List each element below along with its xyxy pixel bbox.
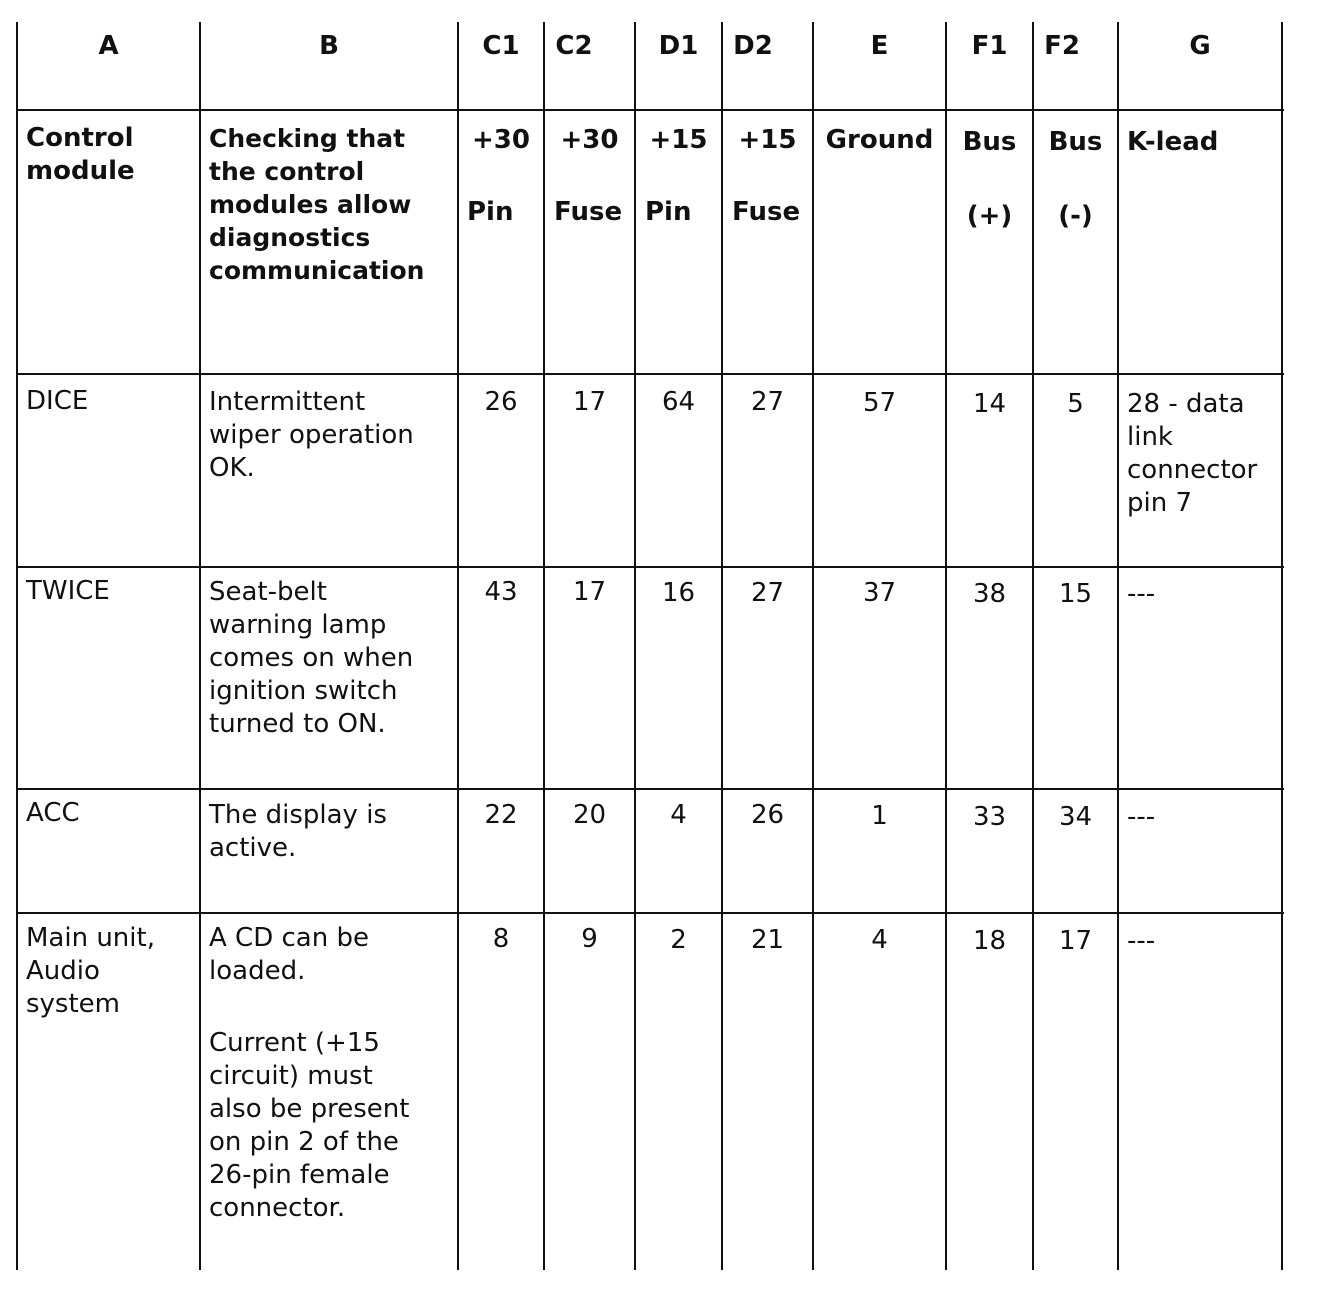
col-letter-d2: D2 — [733, 31, 773, 61]
header-c1-top: +30 — [472, 125, 530, 155]
col-letter-c2: C2 — [555, 31, 593, 61]
header-c1-bottom: Pin — [467, 197, 514, 227]
row-dice-f2: 5 — [1067, 389, 1084, 419]
col-letter-a: A — [98, 31, 119, 61]
row-acc-d2: 26 — [750, 800, 785, 830]
grid-line — [16, 566, 1284, 568]
row-acc-g: --- — [1127, 802, 1156, 832]
header-c2-top: +30 — [560, 125, 619, 155]
header-checking: Checking that the control modules allow diagnostics communication — [209, 124, 425, 285]
row-twice-e: 37 — [862, 578, 897, 608]
header-f2-top: Bus — [1048, 127, 1103, 157]
row-dice-f1: 14 — [972, 389, 1007, 419]
row-dice-d1: 64 — [661, 387, 696, 417]
row-acc-c2: 20 — [572, 800, 607, 830]
header-g: K-lead — [1127, 127, 1219, 157]
header-f1-bottom: (+) — [966, 201, 1013, 231]
row-acc-d1: 4 — [670, 800, 687, 830]
grid-line — [634, 22, 636, 1270]
col-letter-g: G — [1189, 31, 1211, 61]
grid-line — [721, 22, 723, 1270]
col-letter-c1: C1 — [482, 31, 520, 61]
grid-line — [16, 109, 1284, 111]
row-dice-module: DICE — [26, 386, 89, 416]
header-d2-top: +15 — [738, 125, 797, 155]
row-main-unit-c1: 8 — [492, 924, 510, 954]
header-f1-top: Bus — [962, 127, 1017, 157]
col-letter-b: B — [319, 31, 339, 61]
row-dice-c1: 26 — [484, 387, 518, 417]
grid-line — [16, 912, 1284, 914]
row-twice-f2: 15 — [1058, 579, 1093, 609]
row-twice-d2: 27 — [750, 578, 785, 608]
grid-line — [16, 788, 1284, 790]
row-main-unit-f2: 17 — [1058, 926, 1093, 956]
row-twice-f1: 38 — [972, 579, 1007, 609]
row-dice-g: 28 - data link connector pin 7 — [1127, 389, 1258, 518]
col-letter-f1: F1 — [971, 31, 1008, 61]
header-d2-bottom: Fuse — [732, 197, 801, 227]
row-twice-c1: 43 — [484, 577, 518, 607]
grid-line — [812, 22, 814, 1270]
col-letter-f2: F2 — [1044, 31, 1080, 61]
grid-line — [16, 373, 1284, 375]
col-letter-d1: D1 — [658, 31, 699, 61]
row-main-unit-g: --- — [1127, 926, 1156, 956]
row-main-unit-d1: 2 — [670, 925, 687, 955]
row-main-unit-c2: 9 — [581, 924, 598, 954]
row-acc-f1: 33 — [972, 802, 1007, 832]
row-main-unit-d2: 21 — [750, 925, 785, 955]
row-dice-d2: 27 — [750, 387, 785, 417]
header-e: Ground — [825, 125, 934, 155]
grid-line — [199, 22, 201, 1270]
row-main-unit-module: Main unit, Audio system — [26, 923, 155, 1019]
row-twice-g: --- — [1127, 579, 1156, 609]
row-twice-c2: 17 — [572, 577, 607, 607]
row-twice-module: TWICE — [26, 576, 110, 606]
row-twice-check: Seat-belt warning lamp comes on when ignition switch turned to ON. — [209, 577, 414, 739]
col-letter-e: E — [870, 31, 889, 61]
row-main-unit-check: A CD can be loaded. — [209, 923, 369, 986]
row-dice-c2: 17 — [572, 387, 607, 417]
header-d1-bottom: Pin — [645, 197, 692, 227]
grid-line — [457, 22, 459, 1270]
row-acc-module: ACC — [26, 798, 80, 828]
header-d1-top: +15 — [649, 125, 708, 155]
row-acc-e: 1 — [871, 801, 888, 831]
row-acc-f2: 34 — [1058, 802, 1093, 832]
row-acc-check: The display is active. — [209, 800, 387, 863]
grid-line — [543, 22, 545, 1270]
row-twice-d1: 16 — [661, 578, 696, 608]
row-acc-c1: 22 — [484, 800, 518, 830]
grid-line — [1281, 22, 1283, 1270]
row-main-unit-f1: 18 — [972, 926, 1007, 956]
header-c2-bottom: Fuse — [554, 197, 623, 227]
row-dice-check: Intermittent wiper operation OK. — [209, 387, 414, 483]
row-dice-e: 57 — [862, 388, 897, 418]
grid-line — [16, 22, 18, 1270]
grid-line — [1117, 22, 1119, 1270]
row-main-unit-check-note: Current (+15 circuit) must also be present on pin 2 of the 26-pin female connector. — [209, 1028, 410, 1223]
header-control-module: Control module — [26, 123, 135, 186]
header-f2-bottom: (-) — [1058, 201, 1093, 231]
row-main-unit-e: 4 — [871, 925, 888, 955]
